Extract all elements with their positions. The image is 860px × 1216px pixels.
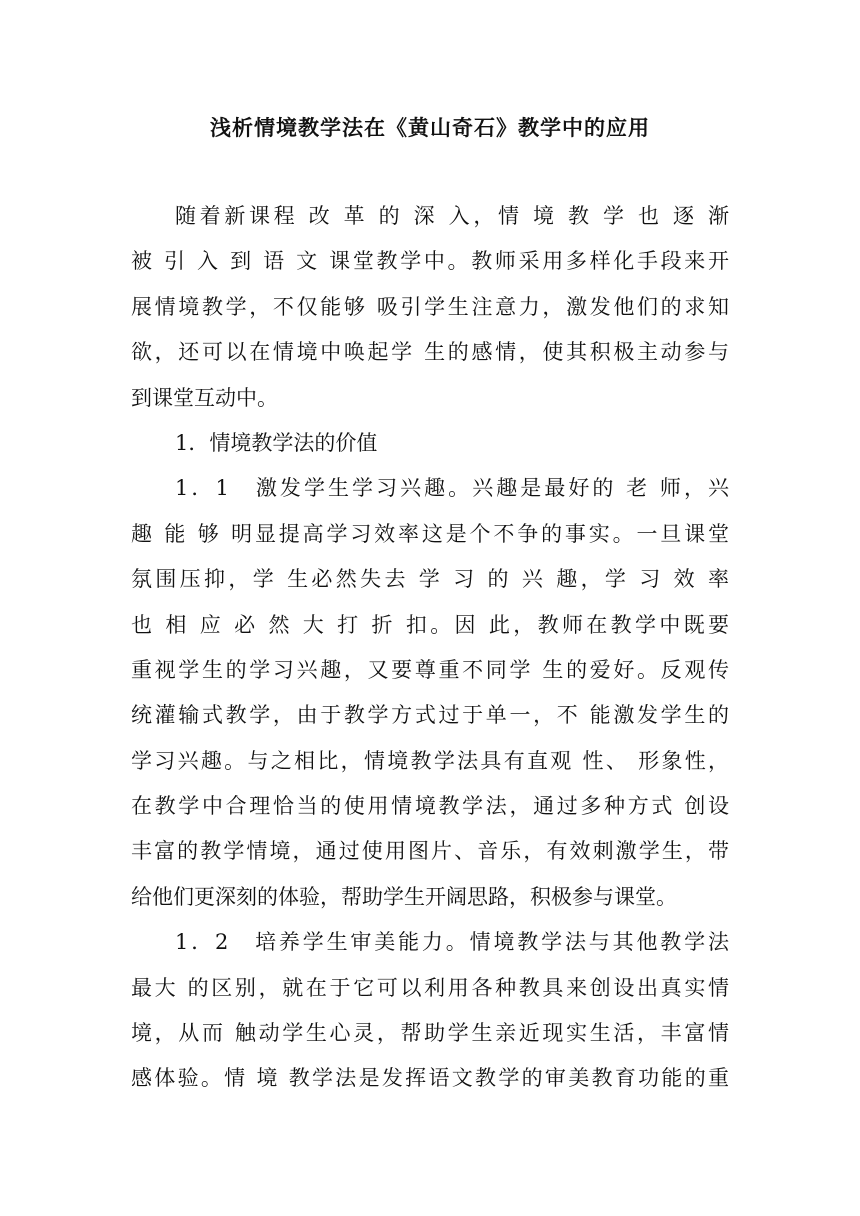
- body-line: 重视学生的学习兴趣，又要尊重不同学 生的爱好。反观传: [131, 657, 729, 682]
- body-line: 到课堂互动中。: [131, 385, 278, 410]
- body-line: 氛围压抑，学 生必然失去 学 习 的 兴 趣，学 习 效 率: [131, 567, 729, 592]
- body-line: 随着新课程 改 革 的 深 入，情 境 教 学 也 逐 渐: [175, 204, 729, 228]
- body-line: 1．情境教学法的价值: [175, 430, 378, 455]
- body-line: 感体验。情 境 教学法是发挥语文教学的审美教育功能的重: [131, 1066, 729, 1091]
- body-line: 在教学中合理恰当的使用情境教学法，通过多种方式 创设: [131, 794, 729, 819]
- body-line: 给他们更深刻的体验，帮助学生开阔思路，积极参与课堂。: [131, 884, 677, 909]
- body-line: 统灌输式教学，由于教学方式过于单一，不 能激发学生的: [131, 703, 729, 728]
- body-line: 1．1 激发学生学习兴趣。兴趣是最好的 老 师，兴: [175, 476, 729, 501]
- document-body: [131, 194, 729, 1102]
- body-line: 被 引 入 到 语 文 课堂教学中。教师采用多样化手段来开: [131, 249, 729, 274]
- body-line: 欲，还可以在情境中唤起学 生的感情，使其积极主动参与: [131, 340, 729, 365]
- body-line: 趣 能 够 明显提高学习效率这是个不争的事实。一旦课堂: [131, 521, 729, 546]
- body-line: 展情境教学，不仅能够 吸引学生注意力，激发他们的求知: [131, 294, 729, 319]
- body-line: 境，从而 触动学生心灵，帮助学生亲近现实生活，丰富情: [131, 1021, 729, 1046]
- body-line: 也 相 应 必 然 大 打 折 扣。因 此，教师在教学中既要: [131, 612, 729, 637]
- body-line: 1．2 培养学生审美能力。情境教学法与其他教学法: [175, 930, 729, 955]
- document-title: 浅析情境教学法在《黄山奇石》教学中的应用: [210, 115, 650, 140]
- body-line: 丰富的教学情境，通过使用图片、音乐，有效刺激学生，带: [131, 839, 729, 864]
- body-line: 最大 的区别，就在于它可以利用各种教具来创设出真实情: [131, 975, 729, 1000]
- body-line: 学习兴趣。与之相比，情境教学法具有直观 性、 形象性，: [131, 748, 729, 773]
